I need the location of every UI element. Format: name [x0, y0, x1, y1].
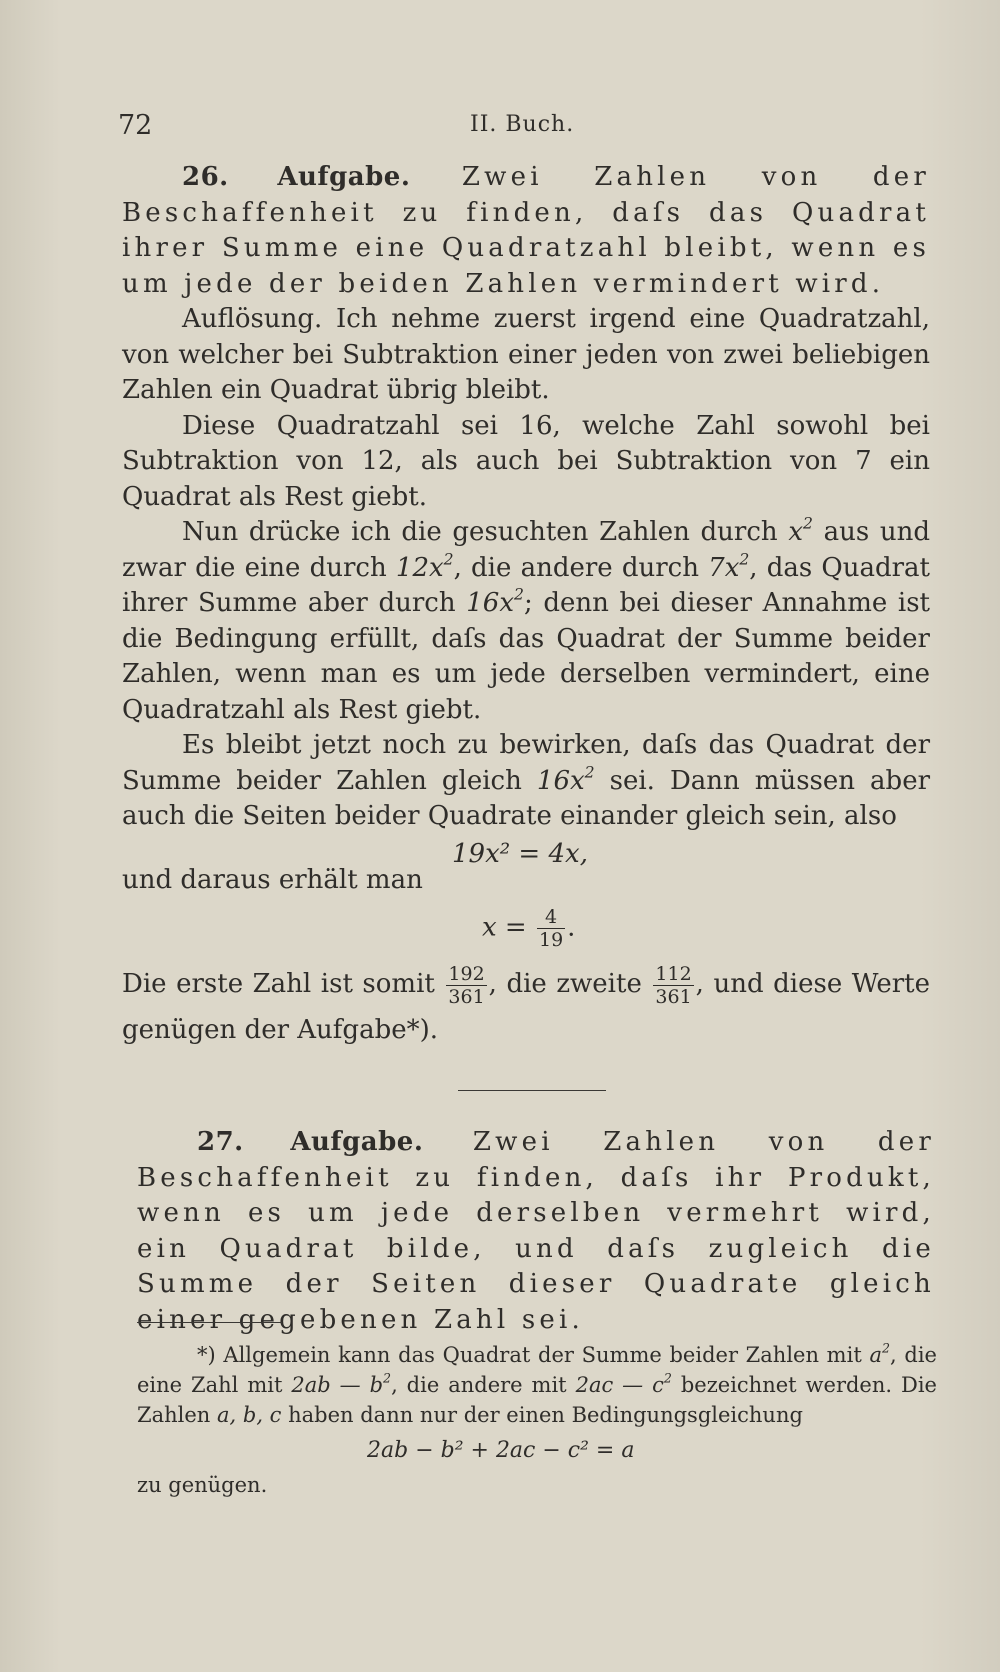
footnote-formula-text: 2ab − b² + 2ac − c² = a	[367, 1438, 635, 1463]
footnote-b: , die eine Zahl mit	[137, 1343, 937, 1397]
footnote-divider	[137, 1322, 282, 1323]
math-16x2: $16x^2$	[466, 585, 524, 618]
footnote-formula	[137, 1430, 937, 1470]
aufgabe-27	[137, 1125, 935, 1338]
math-16x2-b: $16x^2$	[536, 762, 595, 796]
frac1-num: 192	[448, 962, 485, 985]
footnote-d: bezeichnet werden. Die Zahlen	[137, 1373, 937, 1427]
aufgabe-27-label: 27. Aufgabe.	[197, 1127, 424, 1157]
math-2ac-c2: 2ac — $c^2$	[575, 1370, 672, 1397]
daraus-line: und daraus erhält man	[122, 864, 423, 895]
footnote-closing: zu genügen.	[137, 1473, 268, 1497]
fraction-112-361	[653, 963, 693, 1008]
footnote-a: Allgemein kann das Quadrat der Summe beider Zahlen mit	[223, 1343, 862, 1367]
paragraph-4	[122, 728, 930, 835]
formula-2-numerator: 4	[537, 906, 565, 929]
formula-2-content: x = $\frac{4}{19}$ .	[482, 906, 576, 951]
formula-1	[122, 835, 930, 879]
para5-a: Die erste Zahl ist somit	[122, 969, 435, 999]
running-title: II. Buch.	[470, 112, 575, 137]
aufgabe-26-statement	[122, 160, 930, 302]
paragraph-3	[122, 515, 930, 728]
footnote-text	[137, 1340, 937, 1430]
aufgabe-27-statement	[137, 1125, 935, 1338]
paragraph-5	[122, 962, 930, 1052]
aufgabe-26-text: Zwei Zahlen von der Beschaffenheit zu finden, daſs das Quadrat ihrer Summe eine Quadratzahl bleibt, wenn es um jede der beiden Zahlen vermindert wird.	[122, 162, 930, 299]
para3-e: ; denn bei dieser Annahme ist die Bedingung erfüllt, daſs das Quadrat der Summe beider Zahlen, wenn man es um jede derselben vermindert, eine Quadratzahl als Rest giebt.	[122, 588, 930, 725]
frac1-den: 361	[448, 985, 485, 1008]
frac2-den: 361	[655, 985, 692, 1008]
fraction-192-361	[446, 963, 486, 1008]
footnote-e: haben dann nur der einen Bedingungsgleichung	[288, 1403, 803, 1427]
formula-2-lhs: x =	[482, 912, 527, 943]
math-12x2: $12x^2$	[395, 549, 454, 583]
math-abc: a, b, c	[217, 1403, 282, 1427]
aufloesung-paragraph	[122, 302, 930, 409]
para3-a: Nun drücke ich die gesuchten Zahlen durch	[182, 517, 778, 547]
math-7x2: $7x^2$	[708, 549, 750, 583]
formula-2	[122, 898, 930, 962]
section-divider	[458, 1090, 606, 1091]
page-number: 72	[118, 110, 153, 141]
frac2-num: 112	[655, 962, 692, 985]
para5-b: , die zweite	[488, 969, 642, 999]
para4-a: Es bleibt jetzt noch zu bewirken, daſs das Quadrat der Summe beider Zahlen gleich	[122, 730, 930, 796]
aufloesung-text: Ich nehme zuerst irgend eine Quadratzahl, von welcher bei Subtraktion einer jeden von zwei beliebigen Zahlen ein Quadrat übrig bleibt.	[122, 304, 930, 405]
math-a2: $a^2$	[869, 1340, 891, 1367]
aufgabe-26-label: 26. Aufgabe.	[182, 162, 411, 192]
paragraph-2: Diese Quadratzahl sei 16, welche Zahl sowohl bei Subtraktion von 12, als auch bei Subtraktion von 7 ein Quadrat als Rest giebt.	[122, 410, 930, 512]
aufloesung-label: Auflösung.	[182, 304, 323, 334]
math-2ab-b2: 2ab — $b^2$	[291, 1370, 392, 1397]
footnote	[137, 1340, 937, 1500]
para3-b: aus und zwar die eine durch	[122, 517, 930, 583]
formula-2-denominator: 19	[538, 929, 564, 951]
main-text	[122, 160, 930, 1052]
formula-2-fraction	[537, 906, 565, 951]
footnote-c: , die andere mit	[391, 1373, 567, 1397]
aufgabe-27-text: Zwei Zahlen von der Beschaffenheit zu finden, daſs ihr Produkt, wenn es um jede derselben vermehrt wird, ein Quadrat bilde, und daſs zugleich die Summe der Seiten dieser Quadrate gleich einer gegebenen Zahl sei.	[137, 1127, 935, 1335]
footnote-marker: *)	[197, 1343, 216, 1367]
para5-c: , und diese Werte genügen der Aufgabe*).	[122, 969, 931, 1045]
para3-d: , das Quadrat ihrer Summe aber durch	[122, 552, 930, 618]
page-header	[118, 110, 918, 150]
para4-b: sei. Dann müssen aber auch die Seiten beider Quadrate einander gleich sein, also	[122, 765, 931, 831]
math-x2: $x^2$	[788, 514, 813, 547]
formula-1-text: 19x² = 4x,	[452, 838, 588, 869]
para3-c: , die andere durch	[453, 552, 699, 583]
